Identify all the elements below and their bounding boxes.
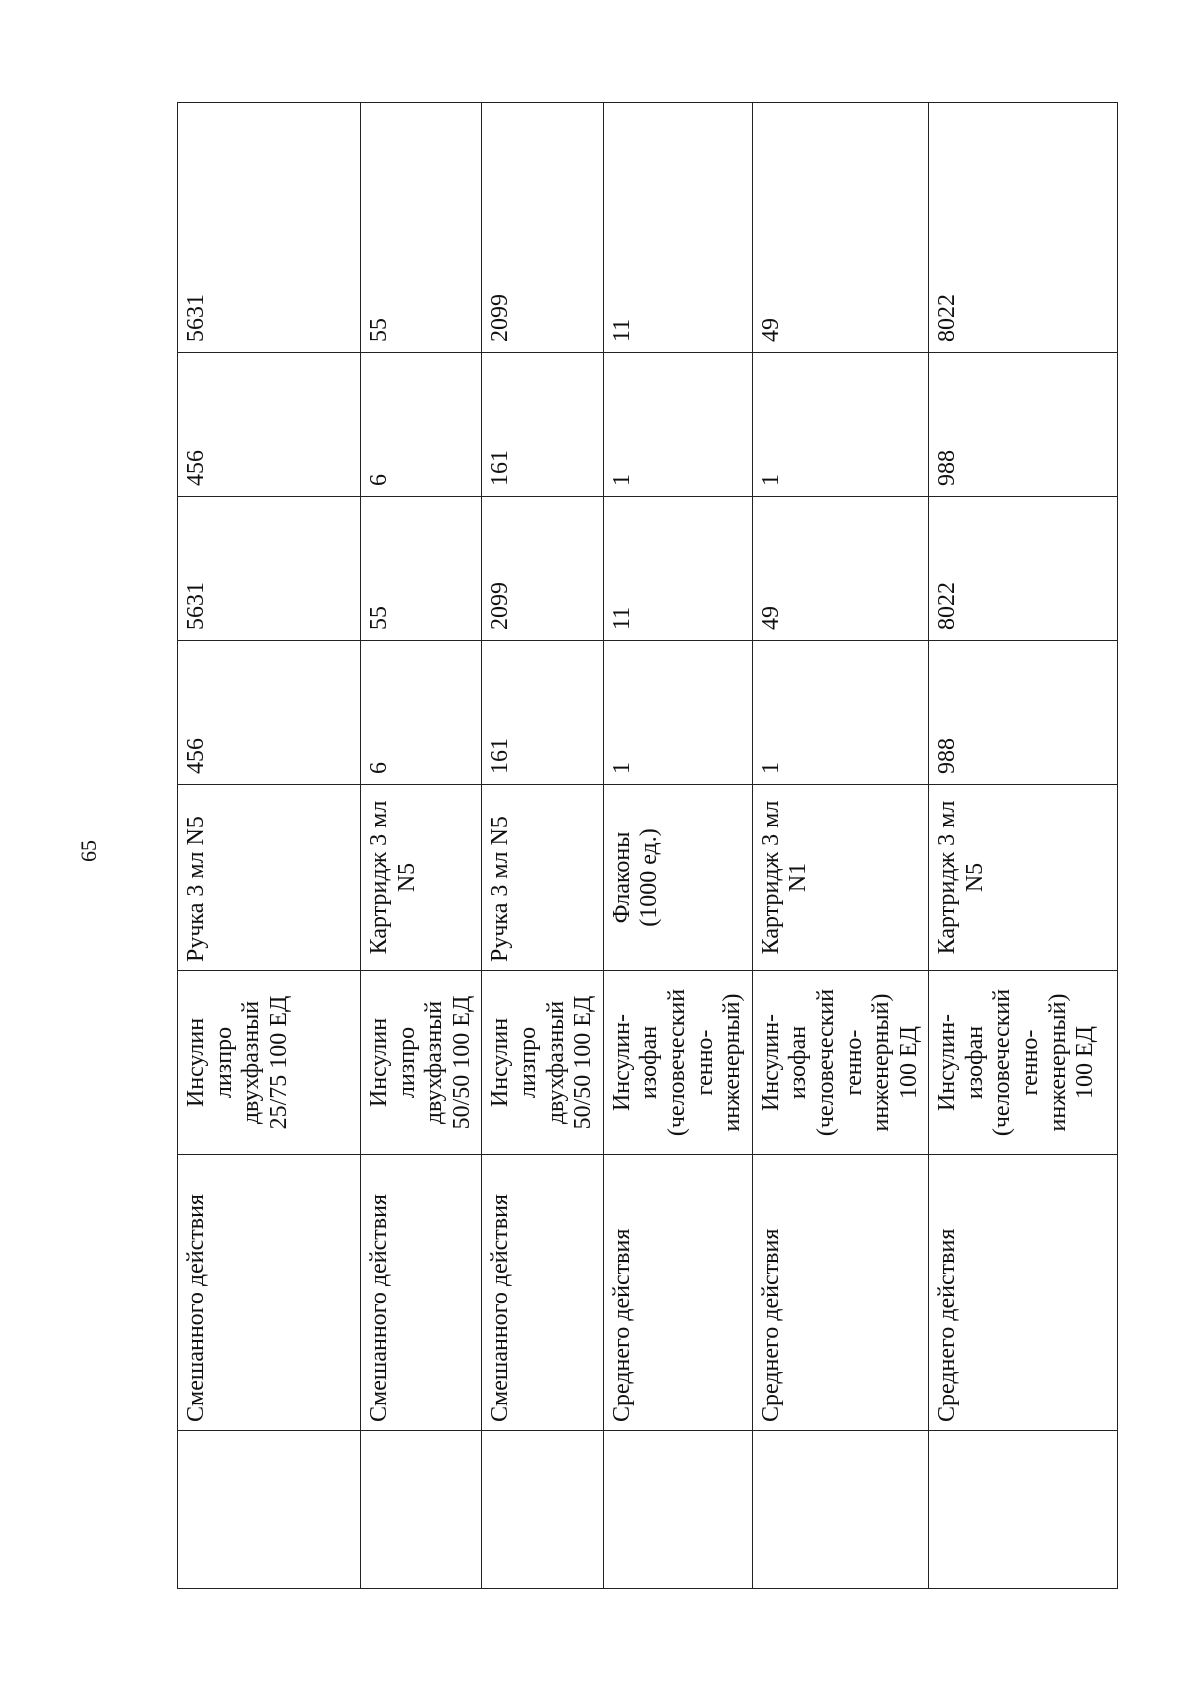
insulin-table bbox=[177, 102, 1118, 1589]
blank-cell bbox=[361, 1431, 482, 1589]
drug-name-line: лизпро bbox=[210, 1026, 237, 1099]
drug-name-line: 25/75 100 ЕД bbox=[265, 995, 292, 1130]
drug-name-line: Инсулин bbox=[366, 1017, 392, 1108]
value-cell-v2: 8022 bbox=[929, 497, 1118, 641]
dosage-form-cell bbox=[482, 785, 603, 971]
drug-name-line: (человеческий bbox=[812, 988, 839, 1137]
blank-cell bbox=[178, 1431, 361, 1589]
drug-name-line: инженерный) bbox=[719, 993, 746, 1132]
drug-name-cell bbox=[482, 971, 603, 1155]
drug-name-cell bbox=[752, 971, 929, 1155]
drug-name-line: изофан bbox=[636, 1025, 663, 1100]
action-type-cell: Смешанного действия bbox=[178, 1155, 361, 1431]
value-cell-v3: 988 bbox=[929, 353, 1118, 497]
value-cell-v4: 49 bbox=[752, 103, 929, 353]
drug-name-line: генно- bbox=[691, 1029, 718, 1096]
drug-name-cell bbox=[361, 971, 482, 1155]
action-type-cell: Смешанного действия bbox=[482, 1155, 603, 1431]
dosage-form-line: Ручка 3 мл N5 bbox=[487, 816, 514, 962]
value-cell-v4: 11 bbox=[603, 103, 752, 353]
dosage-form-line: N1 bbox=[785, 862, 812, 893]
drug-name-line: 100 ЕД bbox=[895, 1025, 922, 1100]
drug-name-line: Инсулин bbox=[183, 1017, 209, 1108]
dosage-form-line: Картридж 3 мл bbox=[366, 800, 392, 955]
value-cell-v2: 55 bbox=[361, 497, 482, 641]
blank-cell bbox=[752, 1431, 929, 1589]
action-type-cell: Смешанного действия bbox=[361, 1155, 482, 1431]
page-number: 65 bbox=[76, 840, 101, 862]
drug-name-line: изофан bbox=[785, 1025, 812, 1100]
action-type-cell: Среднего действия bbox=[752, 1155, 929, 1431]
value-cell-v4: 55 bbox=[361, 103, 482, 353]
drug-name-line: генно- bbox=[840, 1029, 867, 1096]
drug-name-line: двухфазный bbox=[421, 1000, 448, 1125]
data-table-rotated bbox=[177, 103, 1101, 1589]
drug-name-line: 100 ЕД bbox=[1072, 1025, 1099, 1100]
value-cell-v2: 5631 bbox=[178, 497, 361, 641]
dosage-form-cell bbox=[752, 785, 929, 971]
blank-cell bbox=[929, 1431, 1118, 1589]
drug-name-cell bbox=[178, 971, 361, 1155]
value-cell-v3: 6 bbox=[361, 353, 482, 497]
table-row bbox=[361, 103, 482, 1589]
drug-name-line: лизпро bbox=[393, 1026, 420, 1099]
drug-name-line: изофан bbox=[961, 1025, 988, 1100]
value-cell-v4: 2099 bbox=[482, 103, 603, 353]
blank-cell bbox=[482, 1431, 603, 1589]
value-cell-v3: 1 bbox=[603, 353, 752, 497]
dosage-form-cell bbox=[929, 785, 1118, 971]
drug-name-line: 50/50 100 ЕД bbox=[570, 995, 597, 1130]
drug-name-line: генно- bbox=[1017, 1029, 1044, 1096]
table-row bbox=[482, 103, 603, 1589]
dosage-form-line: Ручка 3 мл N5 bbox=[183, 816, 209, 962]
drug-name-cell bbox=[929, 971, 1118, 1155]
drug-name-line: инженерный) bbox=[1044, 993, 1071, 1132]
dosage-form-line: Флаконы bbox=[608, 831, 635, 924]
value-cell-v3: 1 bbox=[752, 353, 929, 497]
drug-name-line: инженерный) bbox=[868, 993, 895, 1132]
drug-name-line: (человеческий bbox=[989, 988, 1016, 1137]
drug-name-line: Инсулин bbox=[487, 1017, 514, 1108]
drug-name-line: двухфазный bbox=[542, 1000, 569, 1125]
action-type-cell: Среднего действия bbox=[929, 1155, 1118, 1431]
value-cell-v3: 456 bbox=[178, 353, 361, 497]
value-cell-v1: 1 bbox=[752, 641, 929, 785]
table-row bbox=[929, 103, 1118, 1589]
dosage-form-cell bbox=[361, 785, 482, 971]
blank-cell bbox=[603, 1431, 752, 1589]
dosage-form-cell bbox=[178, 785, 361, 971]
dosage-form-line: Картридж 3 мл bbox=[934, 800, 961, 955]
action-type-cell: Среднего действия bbox=[603, 1155, 752, 1431]
value-cell-v1: 1 bbox=[603, 641, 752, 785]
dosage-form-line: (1000 ед.) bbox=[636, 828, 663, 927]
table-row bbox=[603, 103, 752, 1589]
value-cell-v1: 161 bbox=[482, 641, 603, 785]
dosage-form-line: N5 bbox=[393, 862, 420, 893]
drug-name-line: Инсулин- bbox=[608, 1013, 635, 1112]
value-cell-v1: 6 bbox=[361, 641, 482, 785]
table-row bbox=[178, 103, 361, 1589]
table-body bbox=[178, 103, 1118, 1589]
drug-name-line: Инсулин- bbox=[934, 1013, 961, 1112]
value-cell-v4: 8022 bbox=[929, 103, 1118, 353]
drug-name-cell bbox=[603, 971, 752, 1155]
drug-name-line: Инсулин- bbox=[757, 1013, 784, 1112]
drug-name-line: (человеческий bbox=[663, 988, 690, 1137]
drug-name-line: двухфазный bbox=[238, 1000, 265, 1125]
value-cell-v1: 988 bbox=[929, 641, 1118, 785]
value-cell-v2: 11 bbox=[603, 497, 752, 641]
dosage-form-line: N5 bbox=[961, 862, 988, 893]
drug-name-line: лизпро bbox=[514, 1026, 541, 1099]
table-row bbox=[752, 103, 929, 1589]
value-cell-v4: 5631 bbox=[178, 103, 361, 353]
value-cell-v2: 49 bbox=[752, 497, 929, 641]
drug-name-line: 50/50 100 ЕД bbox=[448, 995, 475, 1130]
dosage-form-line: Картридж 3 мл bbox=[757, 800, 784, 955]
value-cell-v3: 161 bbox=[482, 353, 603, 497]
value-cell-v1: 456 bbox=[178, 641, 361, 785]
value-cell-v2: 2099 bbox=[482, 497, 603, 641]
dosage-form-cell bbox=[603, 785, 752, 971]
